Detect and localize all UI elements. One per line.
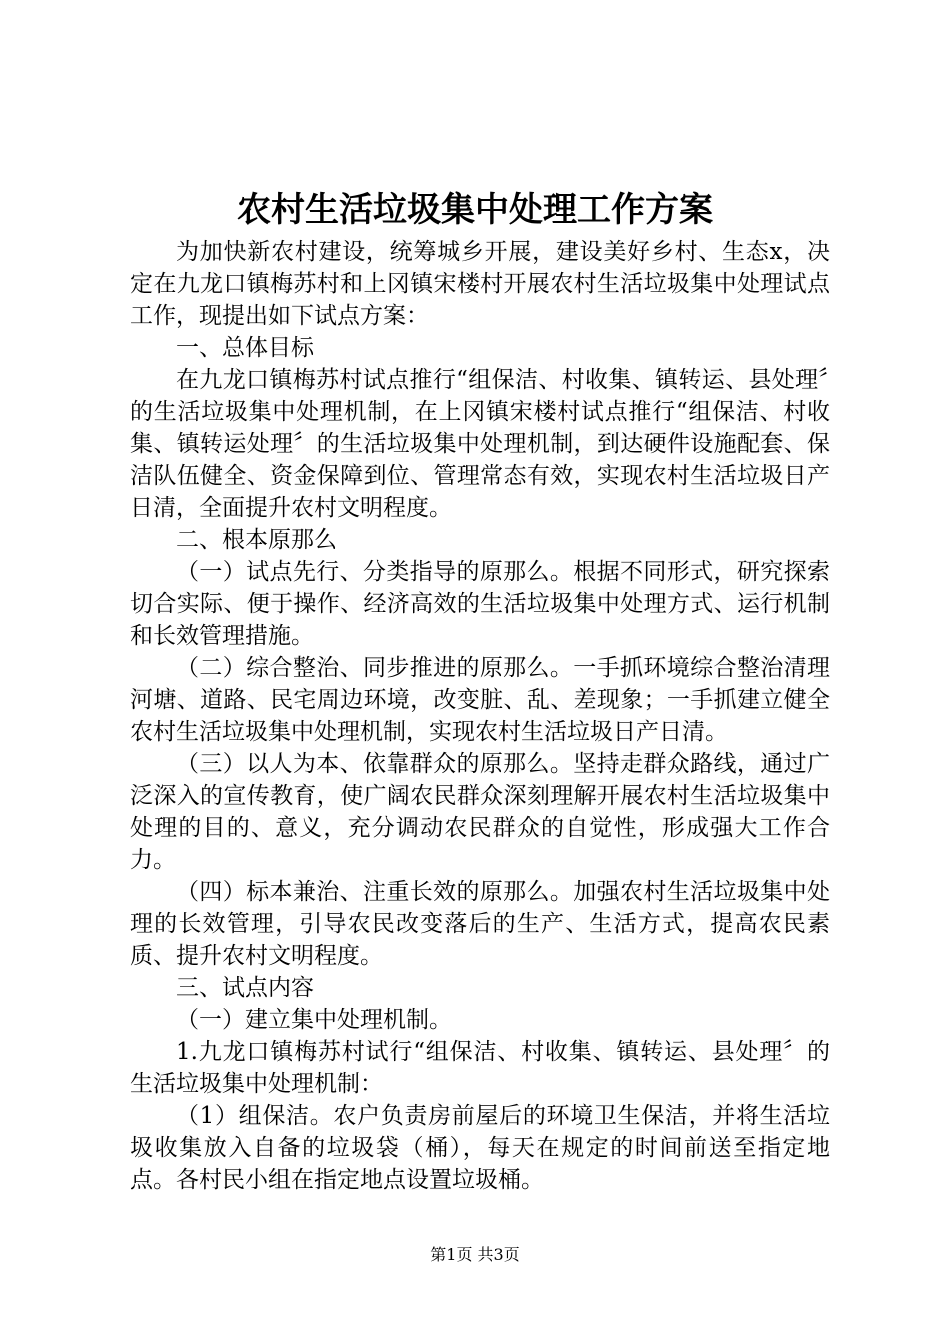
heading-pilot-content: 三、试点内容 xyxy=(176,975,314,1001)
paragraph-item-1: 1.九龙口镇梅苏村试行“组保洁、村收集、镇转运、县处理〞的生活垃圾集中处理机制： xyxy=(130,1039,830,1097)
page-footer: 第1页 共3页 xyxy=(430,1245,520,1264)
heading-overall-goal: 一、总体目标 xyxy=(176,335,314,361)
paragraph-principle-2: （二）综合整治、同步推进的原那么。一手抓环境综合整治清理河塘、道路、民宅周边环境，改变脏、乱、差现象；一手抓建立健全农村生活垃圾集中处理机制，实现农村生活垃圾日产日清。 xyxy=(130,655,830,745)
heading-principles: 二、根本原那么 xyxy=(176,527,337,553)
paragraph-goal: 在九龙口镇梅苏村试点推行“组保洁、村收集、镇转运、县处理〞的生活垃圾集中处理机制，在上冈镇宋楼村试点推行“组保洁、村收集、镇转运处理〞的生活垃圾集中处理机制，到达硬件设施配套、保洁队伍健全、资金保障到位、管理常态有效，实现农村生活垃圾日产日清，全面提升农村文明程度。 xyxy=(130,367,830,521)
paragraph-principle-3: （三）以人为本、依靠群众的原那么。坚持走群众路线，通过广泛深入的宣传教育，使广阔农民群众深刻理解开展农村生活垃圾集中处理的目的、意义，充分调动农民群众的自觉性，形成强大工作合力。 xyxy=(130,751,830,873)
document-body xyxy=(130,236,830,1196)
subheading-mechanism: （一）建立集中处理机制。 xyxy=(176,1007,452,1033)
paragraph-principle-1: （一）试点先行、分类指导的原那么。根据不同形式，研究探索切合实际、便于操作、经济高效的生活垃圾集中处理方式、运行机制和长效管理措施。 xyxy=(130,559,830,649)
paragraph-intro: 为加快新农村建设，统筹城乡开展，建设美好乡村、生态x，决定在九龙口镇梅苏村和上冈镇宋楼村开展农村生活垃圾集中处理试点工作，现提出如下试点方案： xyxy=(130,239,830,329)
paragraph-principle-4: （四）标本兼治、注重长效的原那么。加强农村生活垃圾集中处理的长效管理，引导农民改变落后的生产、生活方式，提高农民素质、提升农村文明程度。 xyxy=(130,879,830,969)
document-title: 农村生活垃圾集中处理工作方案 xyxy=(237,190,713,230)
paragraph-item-1-1: （1）组保洁。农户负责房前屋后的环境卫生保洁，并将生活垃圾收集放入自备的垃圾袋（桶），每天在规定的时间前送至指定地点。各村民小组在指定地点设置垃圾桶。 xyxy=(130,1103,830,1193)
